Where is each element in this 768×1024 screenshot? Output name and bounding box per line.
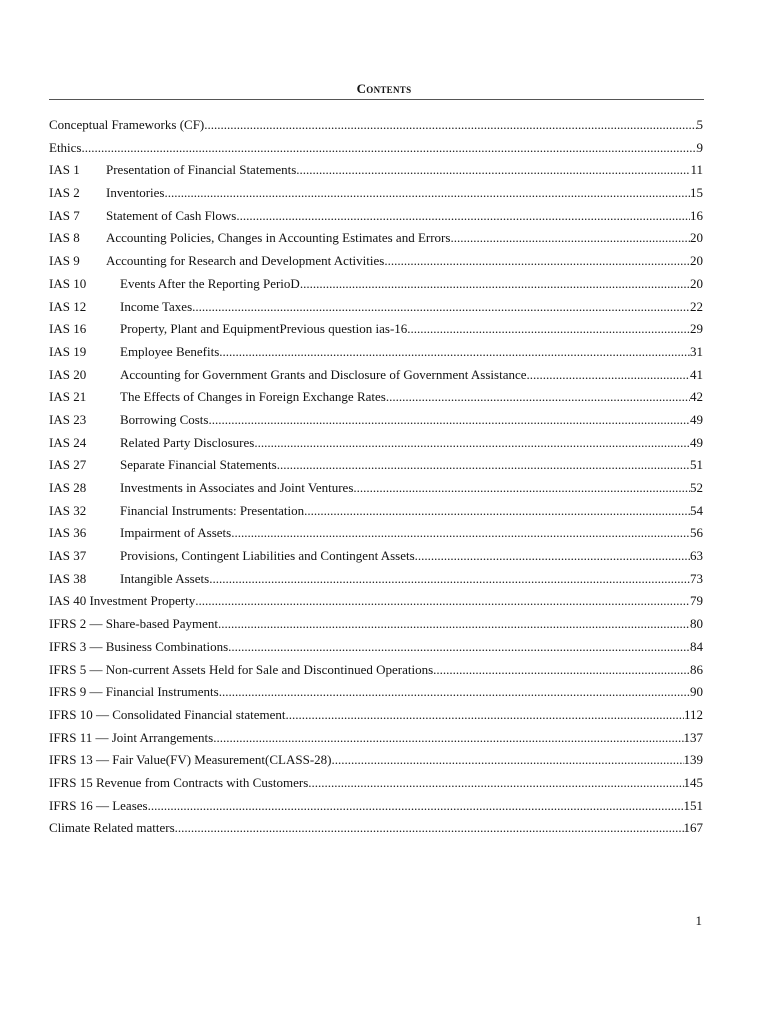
toc-entry-page: 145 <box>683 774 703 790</box>
toc-entry[interactable] <box>49 681 703 704</box>
toc-entry-page: 54 <box>690 502 703 518</box>
toc-entry-label: Accounting Policies, Changes in Accounting Estimates and Errors <box>106 230 451 246</box>
toc-entry-code: IAS 7 <box>49 207 80 223</box>
toc-entry-code: IAS 10 <box>49 275 87 291</box>
toc-entry[interactable] <box>49 454 703 477</box>
dot-leader <box>332 749 684 772</box>
toc-entry-page: 151 <box>683 797 703 813</box>
toc-entry-code: IAS 28 <box>49 480 87 495</box>
dot-leader <box>195 590 690 613</box>
toc-entry-code: IAS 2 <box>49 185 80 201</box>
toc-entry-page: 80 <box>690 616 703 632</box>
toc-entry[interactable] <box>49 500 703 523</box>
dot-leader <box>527 364 690 387</box>
toc-entry-label: Presentation of Financial Statements <box>106 162 297 178</box>
toc-entry-label: Accounting for Research and Development Activities <box>106 253 385 269</box>
toc-entry[interactable] <box>49 568 703 591</box>
toc-entry-label: IFRS 11 — Joint Arrangements <box>49 729 214 745</box>
toc-entry-label: Investments in Associates and Joint Ventures <box>120 480 354 495</box>
toc-entry[interactable] <box>49 409 703 432</box>
dot-leader <box>228 636 690 659</box>
toc-entry-label: IFRS 3 — Business Combinations <box>49 638 229 654</box>
toc-entry-page: 11 <box>690 162 703 178</box>
toc-entry-label: Events After the Reporting PerioD <box>120 275 300 291</box>
dot-leader <box>164 182 690 205</box>
toc-entry-page: 90 <box>690 684 703 700</box>
dot-leader <box>254 432 690 455</box>
toc-entry-page: 20 <box>690 230 703 246</box>
toc-entry[interactable] <box>49 205 703 228</box>
toc-entry-page: 15 <box>690 185 703 201</box>
toc-entry[interactable] <box>49 477 703 500</box>
toc-entry-label: IFRS 9 — Financial Instruments <box>49 684 219 700</box>
dot-leader <box>236 205 690 228</box>
toc-entry[interactable] <box>49 659 703 682</box>
toc-entry-label: The Effects of Changes in Foreign Exchange Rates <box>120 389 386 405</box>
dot-leader <box>204 114 696 137</box>
toc-entry[interactable] <box>49 795 703 818</box>
toc-entry-code: IAS 9 <box>49 253 80 269</box>
toc-entry[interactable] <box>49 114 703 137</box>
toc-entry-code: IAS 19 <box>49 343 87 359</box>
page-title: Contents <box>356 81 412 96</box>
toc-entry-page: 20 <box>690 275 703 291</box>
toc-entry-page: 167 <box>683 820 703 836</box>
toc-entry[interactable] <box>49 613 703 636</box>
toc-entry[interactable] <box>49 227 703 250</box>
toc-entry-label: Employee Benefits <box>120 343 220 359</box>
toc-entry-label: Related Party Disclosures <box>120 434 255 450</box>
toc-entry-label: Income Taxes <box>120 298 193 314</box>
toc-entry-page: 52 <box>690 480 703 495</box>
dot-leader <box>384 250 690 273</box>
toc-entry[interactable] <box>49 772 703 795</box>
dot-leader <box>209 568 690 591</box>
toc-entry-page: 9 <box>696 139 703 155</box>
toc-entry-page: 112 <box>683 706 703 722</box>
toc-entry-page: 20 <box>690 253 703 269</box>
toc-entry[interactable] <box>49 590 703 613</box>
toc-entry-page: 41 <box>690 366 703 382</box>
toc-entry[interactable] <box>49 545 703 568</box>
toc-entry-page: 73 <box>690 570 703 586</box>
dot-leader <box>208 409 690 432</box>
toc-entry-label: Accounting for Government Grants and Disclosure of Government Assistance <box>120 366 527 382</box>
toc-entry[interactable] <box>49 182 703 205</box>
toc-entry-page: 22 <box>690 298 703 314</box>
toc-entry-label: Ethics <box>49 139 82 155</box>
toc-entry-code: IAS 8 <box>49 230 80 246</box>
toc-entry[interactable] <box>49 522 703 545</box>
toc-entry-label: IFRS 16 — Leases <box>49 797 148 813</box>
toc-entry[interactable] <box>49 296 703 319</box>
toc-entry[interactable] <box>49 159 703 182</box>
toc-entry-page: 16 <box>690 207 703 223</box>
toc-entry-label: IFRS 2 — Share-based Payment <box>49 616 218 632</box>
toc-entry-label: Climate Related matters <box>49 820 175 836</box>
toc-entry[interactable] <box>49 817 703 840</box>
toc-entry-code: IAS 1 <box>49 162 80 178</box>
toc-entry-page: 49 <box>690 434 703 450</box>
dot-leader <box>213 727 683 750</box>
toc-entry[interactable] <box>49 364 703 387</box>
toc-entry-code: IAS 37 <box>49 548 87 564</box>
toc-entry-label: IFRS 5 — Non-current Assets Held for Sale and Discontinued Operations <box>49 661 434 677</box>
toc-entry-page: 139 <box>683 752 703 768</box>
toc-entry-label: IAS 40 Investment Property <box>49 593 196 609</box>
toc-entry-page: 63 <box>690 548 703 564</box>
toc-entry-label: Borrowing Costs <box>120 411 209 427</box>
toc-entry-label: Intangible Assets <box>120 570 210 586</box>
toc-entry-page: 42 <box>690 389 703 405</box>
toc-entry[interactable] <box>49 341 703 364</box>
toc-entry-code: IAS 21 <box>49 389 87 405</box>
toc-entry[interactable] <box>49 432 703 455</box>
dot-leader <box>407 318 690 341</box>
title-rule <box>49 99 704 100</box>
dot-leader <box>219 681 690 704</box>
toc-entry-code: IAS 23 <box>49 411 87 427</box>
dot-leader <box>219 341 690 364</box>
dot-leader <box>148 795 684 818</box>
toc-entry-code: IAS 16 <box>49 321 87 337</box>
toc-entry-label: Statement of Cash Flows <box>106 207 237 223</box>
toc-entry-label: IFRS 13 — Fair Value(FV) Measurement(CLASS-28) <box>49 752 332 768</box>
toc-entry-label: Separate Financial Statements <box>120 457 277 473</box>
toc-entry-page: 56 <box>690 525 703 541</box>
dot-leader <box>415 545 690 568</box>
toc-entry-page: 49 <box>690 411 703 427</box>
toc-entry-label: Inventories <box>106 185 165 201</box>
toc-entry[interactable] <box>49 749 703 772</box>
dot-leader <box>286 704 684 727</box>
dot-leader <box>192 296 690 319</box>
toc-entry-page: 79 <box>690 593 703 609</box>
toc-entry-code: IAS 12 <box>49 298 87 314</box>
dot-leader <box>450 227 690 250</box>
toc-entry-label: Property, Plant and EquipmentPrevious question ias-16 <box>120 321 408 337</box>
toc-entry-label: IFRS 15 Revenue from Contracts with Customers <box>49 774 309 790</box>
dot-leader <box>386 386 690 409</box>
dot-leader <box>175 817 684 840</box>
toc-entry-label: Provisions, Contingent Liabilities and Contingent Assets <box>120 548 415 564</box>
toc-entry-code: IAS 38 <box>49 570 87 586</box>
toc-entry-code: IAS 32 <box>49 502 87 518</box>
table-of-contents <box>49 114 703 840</box>
toc-entry[interactable] <box>49 318 703 341</box>
toc-entry-code: IAS 27 <box>49 457 87 473</box>
dot-leader <box>308 772 683 795</box>
dot-leader <box>231 522 690 545</box>
toc-entry[interactable] <box>49 250 703 273</box>
toc-entry-code: IAS 20 <box>49 366 87 382</box>
dot-leader <box>296 159 690 182</box>
toc-entry-label: Financial Instruments: Presentation <box>120 502 305 518</box>
dot-leader <box>353 477 690 500</box>
toc-entry-label: Conceptual Frameworks (CF) <box>49 117 205 132</box>
toc-entry-code: IAS 36 <box>49 525 87 541</box>
toc-entry-label: Impairment of Assets <box>120 525 232 541</box>
toc-entry-page: 5 <box>696 117 703 132</box>
toc-entry-page: 137 <box>683 729 703 745</box>
toc-entry-page: 86 <box>690 661 703 677</box>
toc-entry[interactable] <box>49 704 703 727</box>
toc-entry[interactable] <box>49 137 703 160</box>
dot-leader <box>304 500 690 523</box>
toc-entry[interactable] <box>49 727 703 750</box>
toc-entry[interactable] <box>49 273 703 296</box>
toc-entry-code: IAS 24 <box>49 434 87 450</box>
toc-entry-page: 51 <box>690 457 703 473</box>
toc-entry-page: 31 <box>690 343 703 359</box>
page-number: 1 <box>695 913 702 928</box>
toc-entry[interactable] <box>49 386 703 409</box>
dot-leader <box>433 659 690 682</box>
toc-entry-page: 29 <box>690 321 703 337</box>
dot-leader <box>300 273 690 296</box>
dot-leader <box>218 613 690 636</box>
dot-leader <box>277 454 690 477</box>
toc-entry-page: 84 <box>690 638 703 654</box>
dot-leader <box>82 137 697 160</box>
toc-entry[interactable] <box>49 636 703 659</box>
toc-entry-label: IFRS 10 — Consolidated Financial statement <box>49 706 286 722</box>
